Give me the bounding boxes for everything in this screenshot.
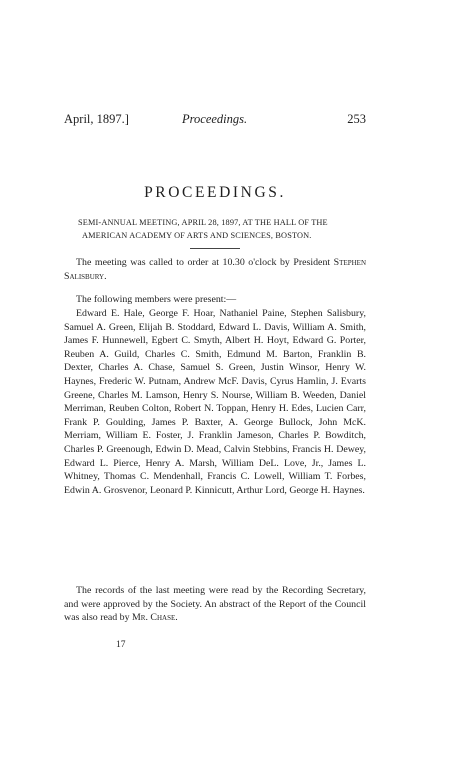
records-text: The records of the last meeting were read by the Recording Secretary, and were approved by the Society. An abstract of the Report of the Council was also read by [64, 585, 366, 624]
page-title: PROCEEDINGS. [144, 184, 286, 201]
records-paragraph [64, 584, 366, 625]
meeting-subtitle [78, 216, 354, 242]
reader-name: Mr. Chase. [132, 612, 178, 624]
running-head [64, 112, 366, 128]
header-date: April, 1897.] [64, 112, 129, 126]
subtitle-line-1: SEMI-ANNUAL MEETING, APRIL 28, 1897, AT THE HALL OF THE [78, 218, 328, 227]
subtitle-line-2: AMERICAN ACADEMY OF ARTS AND SCIENCES, BOSTON. [82, 231, 312, 240]
page-number: 253 [347, 112, 366, 126]
members-intro: The following members were present:— [76, 294, 237, 305]
signature-mark: 17 [116, 640, 126, 650]
opening-text: The meeting was called to order at 10.30 o'clock by President [76, 257, 334, 268]
opening-paragraph [64, 256, 366, 283]
members-list: Edward E. Hale, George F. Hoar, Nathaniel Paine, Stephen Salisbury, Samuel A. Green, Elijah B. Stoddard, Edward L. Davis, William A. Smith, James F. Hunnewell, Egbert C. Smyth, Albert H. Hoyt, Edward G. Porter, Reuben A. Guild, Charles C. Smith, Edmund M. Barton, Franklin B. Dexter, Charles A. Chase, Samuel S. Green, Justin Winsor, Henry W. Haynes, Frederic W. Putnam, Andrew McF. Davis, Cyrus Hamlin, J. Evarts Greene, Charles M. Lamson, Henry S. Nourse, William B. Weeden, Daniel Merriman, Reuben Colton, Robert N. Toppan, Henry H. Edes, Lucien Carr, Frank P. Goulding, James P. Baxter, A. George Bullock, John McK. Merriam, William E. Foster, J. Franklin Jameson, Charles P. Bowditch, Charles P. Greenough, Edwin D. Mead, Calvin Stebbins, Francis H. Dewey, Edward L. Pierce, Henry A. Marsh, William DeL. Love, Jr., James L. Whitney, Thomas C. Mendenhall, Francis C. Lowell, William T. Forbes, Edwin A. Grosvenor, Leonard P. Kinnicutt, Arthur Lord, George H. Haynes. [64, 308, 366, 496]
section-divider [190, 248, 240, 249]
header-section: Proceedings. [182, 112, 248, 126]
president-name: Stephen Salisbury. [64, 257, 366, 282]
